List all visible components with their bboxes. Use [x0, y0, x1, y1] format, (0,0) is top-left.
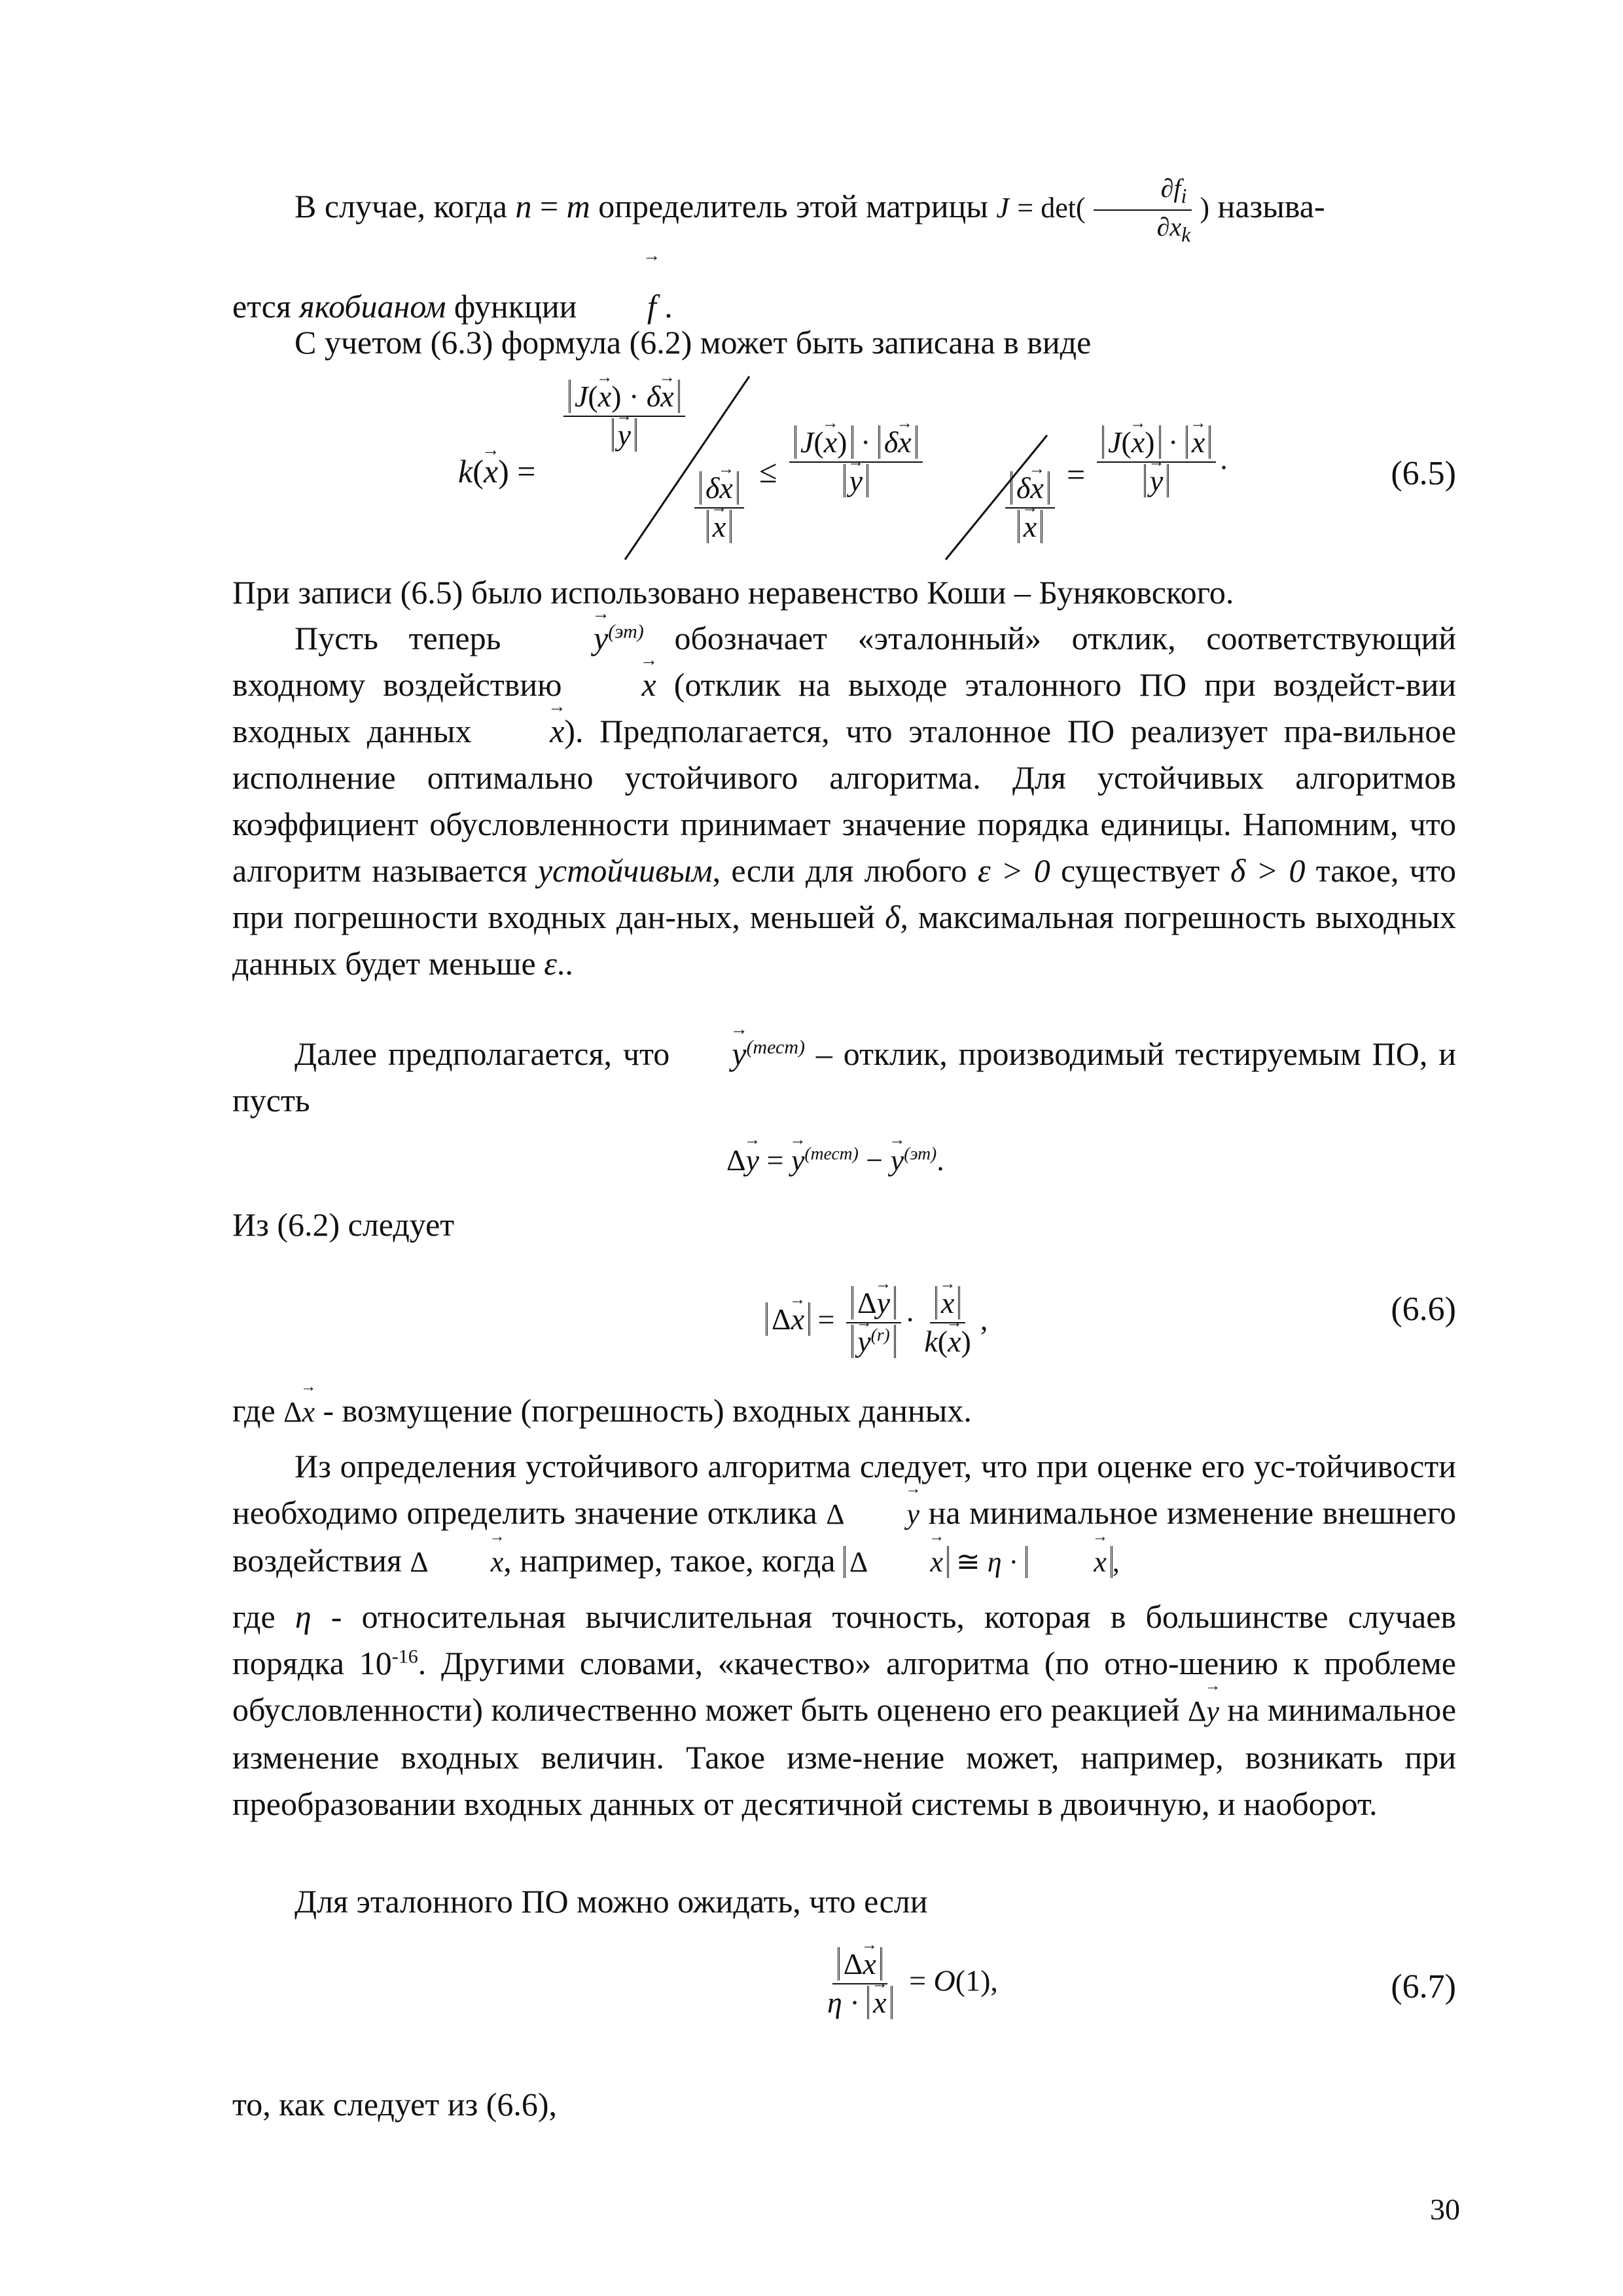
equation-delta-y: Δ→ y = → $y^{(тест)}$ − → $y^{(эт)}$.: [726, 1142, 944, 1178]
equation-number: (6.5): [1391, 455, 1456, 492]
paragraph-stability-estimate: Из определения устойчивого алгоритма следует, что при оценке его ус-тойчивости необходимо определить значение отклика Δ→ y на минимальное изменение внешнего воздействия Δ→ x, например, такое, когда Δ→ x ≅ η · → x ,: [232, 1443, 1456, 1585]
paragraph-reference-software: Для эталонного ПО можно ожидать, что если: [294, 1883, 928, 1920]
paragraph-formula-intro: С учетом (6.3) формула (6.2) может быть записана в виде: [294, 324, 1092, 361]
equation-number: (6.6): [1391, 1291, 1456, 1328]
paragraph-stable-algorithm: Пусть теперь → $y^{(эт)}$ обозначает «эталонный» отклик, соответствующий входному воздействию → x (отклик на выходе эталонного ПО при воздейст-вии входных данных → x). Предполагается, что эталонное ПО реализует пра-вильное исполнение оптимально устойчивого алгоритма. Для устойчивых алгоритмов коэффициент обусловленности принимает значение порядка единицы. Напомним, что алгоритм называется устойчивым, если для любого ε > 0 существует δ > 0 такое, что при погрешности входных дан-ных, меньшей δ, максимальная погрешность выходных данных будет меньше ε..: [232, 615, 1456, 987]
equation-number: (6.7): [1391, 1968, 1456, 2005]
paragraph-from-6-2: Из (6.2) следует: [232, 1206, 455, 1243]
paragraph-cauchy: При записи (6.5) было использовано неравенство Коши – Буняковского.: [232, 574, 1234, 611]
page-number: 30: [1430, 2193, 1460, 2226]
jacobian-term: якобианом: [299, 288, 446, 325]
paragraph-consequence: то, как следует из (6.6),: [232, 2086, 558, 2123]
document-page: В случае, когда n = m определитель этой матрицы J = det( $\frac{\partial f_i}{\partial x_k}$ ) называ- ется якобианом функции → f . С учетом (6.3) формула (6.2) может быть записана в виде k(→ x) = J(→ x) · δ→ x → y δ→ x → x ≤ J(→ x) · δ→ x → y δ→ x → x = J(→ x) · → x → y . (6.5) При записи (6.5) было использовано неравенство Коши – Буняковского. Пусть теперь → $y^{(эт)}$ обозначает «эталонный» отклик, соответствующий входному воздействию → x (отклик на выходе эталонного ПО при воздейст-вии входных данных → x). Предполагается, что эталонное ПО реализует пра-вильное исполнение оптимально устойчивого алгоритма. Для устойчивых алгоритмов коэффициент обусловленности принимает значение порядка единицы. Напомним, что алгоритм называется устойчивым, если для любого ε > 0 существует δ > 0 такое, что при погрешности входных дан-ных, меньшей δ, максимальная погрешность выходных данных будет меньше ε.. Далее предполагается, $что\to y^{(тест)}$ – отклик, производимый тестируемым ПО, и пусть Δ→ y = → $y^{(тест)}$ − → $y^{(эт)}$. Из (6.2) следует Δ→ x = Δ→ y → $y^{(r)}$ · → $\frac{x}{k(\to x)}$ , (6.6) где Δ→ x - возмущение (погрешность) входных данных. Из определения устойчивого алгоритма следует, что при оценке его ус-тойчивости необходимо определить значение отклика Δ→ y на минимальное изменение внешнего воздействия Δ→ x, например, такое, когда Δ→ x ≅ η · → x , где η - относительная вычислительная точность, которая в большинстве случаев порядка $10^{-16}$. Другими словами, «качество» алгоритма (по отно-шению к проблеме обусловленности) количественно может быть оценено его реакцией Δ→ y на минимальное изменение входных величин. Такое изме-нение может, например, возникать при преобразовании входных данных от десятичной системы в двоичную, и наоборот. Для эталонного ПО можно ожидать, что если $\frac{\Delta\to x}{\eta \cdot \to x}$ = O(1), (6.7) то, как следует из (6.6), 30: [0, 0, 1623, 2296]
paragraph-perturbation: где Δ→ x - возмущение (погрешность) входных данных.: [232, 1388, 1456, 1435]
paragraph-precision: где η - относительная вычислительная точность, которая в большинстве случаев порядка $10^{-16}$. Другими словами, «качество» алгоритма (по отно-шению к проблеме обусловленности) количественно может быть оценено его реакцией Δ→ y на минимальное изменение входных величин. Такое изме-нение может, например, возникать при преобразовании входных данных от десятичной системы в двоичную, и наоборот.: [232, 1594, 1456, 1827]
paragraph-jacobian: В случае, когда n = m определитель этой матрицы J = det( $\frac{\partial f_i}{\partial x_k}$ ) называ- ется якобианом функции → f .: [232, 157, 1456, 355]
fraction-slash: [622, 373, 759, 563]
fraction-slash: [942, 432, 1054, 563]
paragraph-tested-response: Далее предполагается, $что\to y^{(тест)}$ – отклик, производимый тестируемым ПО, и пусть: [232, 1031, 1456, 1124]
